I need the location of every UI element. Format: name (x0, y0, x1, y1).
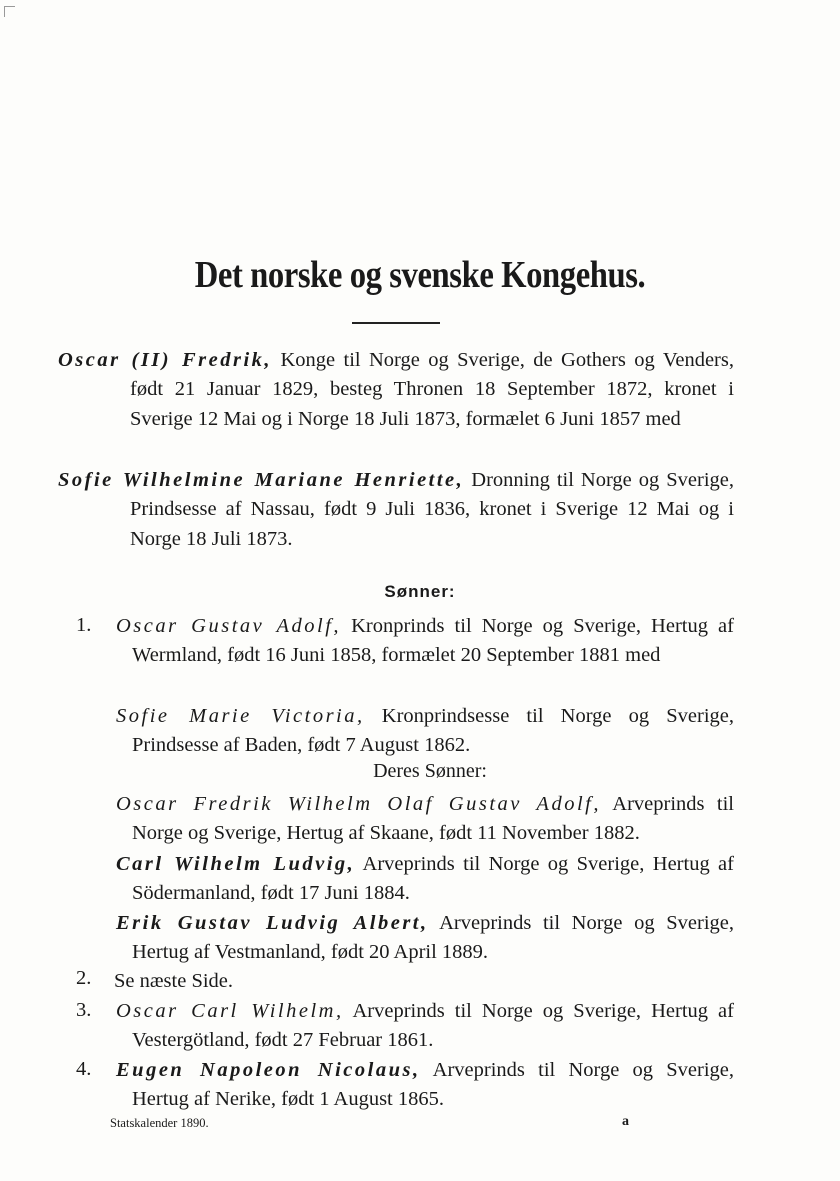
queen-entry (58, 466, 734, 554)
corner-crop-mark (4, 6, 15, 17)
son1-wife-text: Kronprindsesse til Norge og Sverige, Prindsesse af Baden, født 7 August 1862. (132, 705, 734, 757)
king-entry (58, 346, 734, 434)
grandson2-text: Arveprinds til Norge og Sverige, Hertug af Södermanland, født 17 Juni 1884. (132, 853, 734, 905)
son3-name: Oscar Carl Wilhelm, (116, 1000, 344, 1022)
son1-entry (116, 612, 734, 671)
son3-text: Arveprinds til Norge og Sverige, Hertug af Vestergötland, født 27 Februar 1861. (132, 1000, 734, 1052)
queen-text: Dronning til Norge og Sverige, Prindsesse af Nassau, født 9 Juli 1836, kronet i Sverige 12 Mai og i Norge 18 Juli 1873. (130, 469, 734, 550)
son3-number: 3. (76, 999, 92, 1021)
footer-statskalender: Statskalender 1890. (110, 1116, 209, 1130)
son4-text: Arveprinds til Norge og Sverige, Hertug af Nerike, født 1 August 1865. (132, 1059, 734, 1111)
son1-number: 1. (76, 614, 92, 636)
king-name: Oscar (II) Fredrik, (58, 349, 273, 371)
grandson1-entry (116, 790, 734, 849)
grandson1-name: Oscar Fredrik Wilhelm Olaf Gustav Adolf, (116, 793, 601, 815)
queen-name: Sofie Wilhelmine Mariane Henriette, (58, 469, 465, 491)
footer-signature-mark: a (622, 1114, 629, 1129)
grandson2-entry (116, 850, 734, 909)
son2-text: Se næste Side. (114, 970, 234, 992)
son1-wife-name: Sofie Marie Victoria, (116, 705, 365, 727)
page-title: Det norske og svenske Kongehus. (194, 254, 646, 296)
grandson3-text: Arveprinds til Norge og Sverige, Hertug af Vestmanland, født 20 April 1889. (132, 912, 734, 964)
deres-sonner-heading: Deres Sønner: (373, 760, 487, 782)
son4-name: Eugen Napoleon Nicolaus, (116, 1059, 421, 1081)
grandson3-name: Erik Gustav Ludvig Albert, (116, 912, 429, 934)
king-text: Konge til Norge og Sverige, de Gothers og Venders, født 21 Januar 1829, besteg Thronen 18 September 1872, kronet i Sverige 12 Mai og i Norge 18 Juli 1873, formælet 6 Juni 1857 med (130, 349, 734, 430)
son1-wife-entry (116, 702, 734, 761)
son4-entry (116, 1056, 734, 1115)
son2-number: 2. (76, 967, 92, 989)
son1-name: Oscar Gustav Adolf, (116, 615, 342, 637)
grandson1-text: Arveprinds til Norge og Sverige, Hertug af Skaane, født 11 November 1882. (132, 793, 734, 845)
grandson2-name: Carl Wilhelm Ludvig, (116, 853, 356, 875)
title-divider (352, 322, 440, 324)
grandson3-entry (116, 909, 734, 968)
sons-heading: Sønner: (384, 582, 456, 601)
son1-text: Kronprinds til Norge og Sverige, Hertug af Wermland, født 16 Juni 1858, formælet 20 September 1881 med (132, 615, 734, 667)
son3-entry (116, 997, 734, 1056)
son4-number: 4. (76, 1058, 92, 1080)
